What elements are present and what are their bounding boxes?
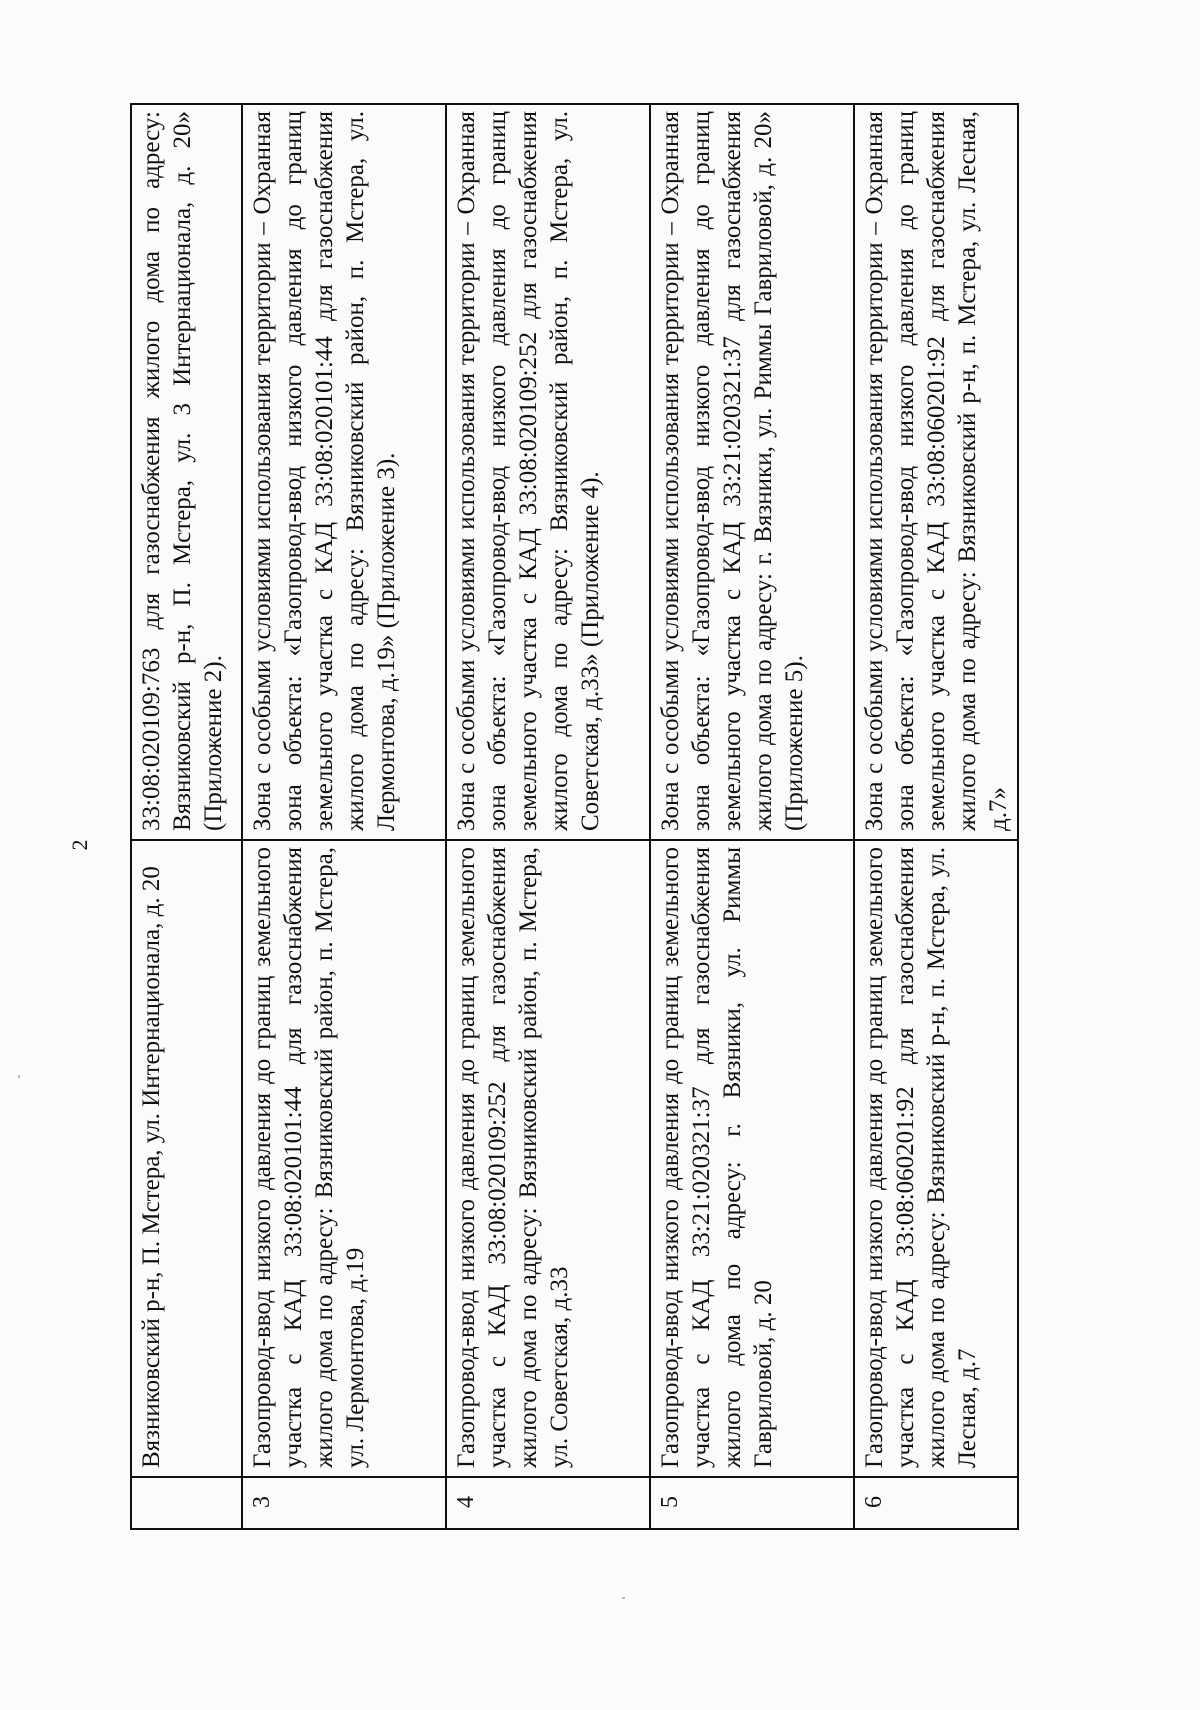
scan-speck	[18, 1075, 20, 1078]
zone-description-cell: Зона с особыми условиями использования территории – Охранная зона объекта: «Газопровод-ввод низкого давления до границ земельного участка с КАД 33:08:060201:92 для газоснабжения жилого дома по адресу: Вязниковский р-н, п. Мстера, ул. Лесная, д.7»	[854, 104, 1018, 840]
row-number-cell: 4	[446, 1477, 650, 1529]
object-cell: Газопровод-ввод низкого давления до границ земельного участка с КАД 33:21:020321:37 для газоснабжения жилого дома по адресу: г. Вязники, ул. Риммы Гавриловой, д. 20	[650, 840, 854, 1477]
zone-description-cell: Зона с особыми условиями использования территории – Охранная зона объекта: «Газопровод-ввод низкого давления до границ земельного участка с КАД 33:21:020321:37 для газоснабжения жилого дома по адресу: г. Вязники, ул. Риммы Гавриловой, д. 20» (Приложение 5).	[650, 104, 854, 840]
table-row	[446, 104, 650, 1529]
table-row	[854, 104, 1018, 1529]
object-cell: Газопровод-ввод низкого давления до границ земельного участка с КАД 33:08:020101:44 для газоснабжения жилого дома по адресу: Вязниковский район, п. Мстера, ул. Лермонтова, д.19	[242, 840, 446, 1477]
row-number-cell	[131, 1477, 242, 1529]
object-cell: Газопровод-ввод низкого давления до границ земельного участка с КАД 33:08:060201:92 для газоснабжения жилого дома по адресу: Вязниковский р-н, п. Мстера, ул. Лесная, д.7	[854, 840, 1018, 1477]
scan-speck	[622, 1597, 625, 1599]
rotated-table-container	[130, 105, 1065, 1530]
table-row	[242, 104, 446, 1529]
zone-description-cell: Зона с особыми условиями использования территории – Охранная зона объекта: «Газопровод-ввод низкого давления до границ земельного участка с КАД 33:08:020101:44 для газоснабжения жилого дома по адресу: Вязниковский район, п. Мстера, ул. Лермонтова, д.19» (Приложение 3).	[242, 104, 446, 840]
object-cell: Газопровод-ввод низкого давления до границ земельного участка с КАД 33:08:020109:252 для газоснабжения жилого дома по адресу: Вязниковский район, п. Мстера, ул. Советская, д.33	[446, 840, 650, 1477]
row-number-cell: 5	[650, 1477, 854, 1529]
object-cell: Вязниковский р-н, П. Мстера, ул. Интернационала, д. 20	[131, 840, 242, 1477]
table-row	[650, 104, 854, 1529]
zone-description-cell: Зона с особыми условиями использования территории – Охранная зона объекта: «Газопровод-ввод низкого давления до границ земельного участка с КАД 33:08:020109:252 для газоснабжения жилого дома по адресу: Вязниковский район, п. Мстера, ул. Советская, д.33» (Приложение 4).	[446, 104, 650, 840]
zones-table	[130, 103, 1019, 1530]
row-number-cell: 3	[242, 1477, 446, 1529]
table-row	[131, 104, 242, 1529]
page-number: 2	[67, 839, 92, 851]
row-number-cell: 6	[854, 1477, 1018, 1529]
zone-description-cell: 33:08:020109:763 для газоснабжения жилого дома по адресу: Вязниковский р-н, П. Мстера, ул. 3 Интернационала, д. 20» (Приложение 2).	[131, 104, 242, 840]
